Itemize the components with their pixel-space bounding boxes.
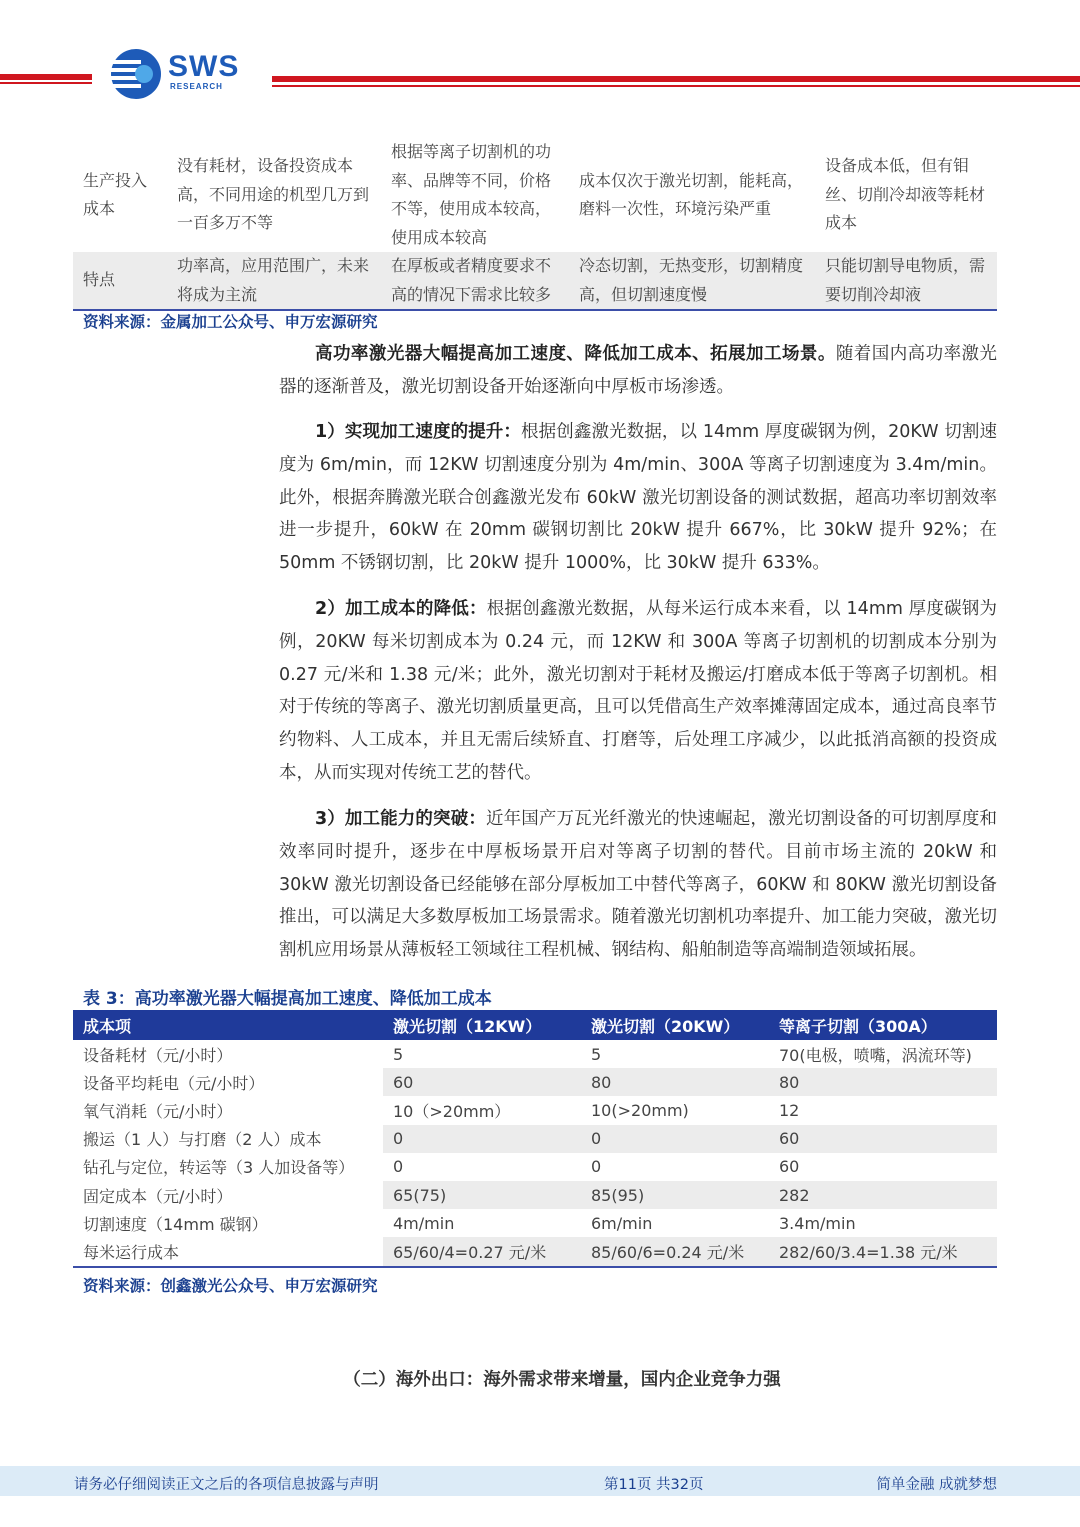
table-cell: 3.4m/min — [779, 1213, 856, 1233]
table-cell: 60 — [383, 1068, 581, 1096]
table-cell: 80 — [769, 1068, 997, 1096]
speed-text: 根据创鑫激光数据，以 14mm 厚度碳钢为例，20KW 切割速度为 6m/min，而 12KW 切割速度分别为 4m/min、300A 等离子切割速度为 3.4m/min。此外，根据奔腾激光联合创鑫激光发布 60kW 激光切割设备的测试数据，超高功率切割效率进一步提升，60kW 在 20mm 碳钢切割比 20kW 提升 667%，比 30kW 提升 92%；在 50mm 不锈钢切割，比 20kW 提升 1000%，比 30kW 提升 633%。 — [279, 422, 997, 574]
row-label: 搬运（1 人）与打磨（2 人）成本 — [83, 1130, 322, 1150]
table-cell: 282 — [769, 1181, 997, 1209]
table-header-row — [73, 1010, 997, 1040]
brand-name: SWS — [168, 50, 240, 83]
table-row — [73, 138, 997, 252]
table-cell: 0 — [383, 1125, 581, 1153]
table-cell: 65/60/4=0.27 元/米 — [383, 1237, 581, 1266]
comparison-table — [73, 138, 997, 311]
sws-logo — [108, 46, 258, 102]
brand-subtitle: RESEARCH — [170, 82, 223, 91]
table-source-note: 资料来源：金属加工公众号、申万宏源研究 — [83, 313, 378, 331]
table-row — [73, 1181, 997, 1209]
row-label: 设备耗材（元/小时） — [83, 1045, 233, 1065]
table-cell: 282/60/3.4=1.38 元/米 — [769, 1237, 997, 1266]
column-header: 激光切割（20KW） — [581, 1010, 769, 1040]
table-row — [73, 1068, 997, 1096]
row-label: 生产投入成本 — [83, 170, 148, 218]
column-header: 等离子切割（300A） — [769, 1010, 997, 1040]
row-label: 切割速度（14mm 碳钢） — [83, 1214, 268, 1234]
table-cell: 只能切割导电物质，需要切削冷却液 — [815, 252, 997, 310]
table-cell: 在厚板或者精度要求不高的情况下需求比较多 — [381, 252, 569, 310]
footer-slogan: 简单金融 成就梦想 — [876, 1477, 997, 1493]
table-cell: 没有耗材，设备投资成本高，不同用途的机型几万到一百多万不等 — [177, 156, 370, 233]
header-rule-left — [0, 74, 92, 80]
header-rule-right-thin — [272, 85, 1080, 87]
table-title: 表 3：高功率激光器大幅提高加工速度、降低加工成本 — [83, 989, 492, 1009]
table-cell: 65(75) — [383, 1181, 581, 1209]
row-label: 设备平均耗电（元/小时） — [83, 1073, 265, 1093]
column-header: 成本项 — [73, 1010, 383, 1040]
speed-lead: 1）实现加工速度的提升： — [315, 422, 522, 442]
table-source-note: 资料来源：创鑫激光公众号、申万宏源研究 — [83, 1277, 378, 1295]
table-cell: 10（>20mm） — [393, 1101, 511, 1121]
table-cell: 6m/min — [591, 1213, 653, 1233]
table-row — [73, 1096, 997, 1124]
table-cell: 4m/min — [393, 1213, 455, 1233]
table-row — [73, 252, 997, 310]
table-cell: 70(电极，喷嘴，涡流环等) — [779, 1045, 972, 1065]
table-row — [73, 1209, 997, 1237]
paragraph-speed — [279, 416, 997, 580]
page-number: 第11页 共32页 — [604, 1477, 704, 1493]
table-cell: 设备成本低，但有钼丝、切削冷却液等耗材成本 — [825, 156, 986, 233]
table-cell: 根据等离子切割机的功率、品牌等不同，价格不等，使用成本较高，使用成本较高 — [391, 142, 552, 247]
intro-lead: 高功率激光器大幅提高加工速度、降低加工成本、拓展加工场景。 — [315, 344, 836, 364]
row-label: 氧气消耗（元/小时） — [83, 1101, 233, 1121]
table-cell: 功率高，应用范围广，未来将成为主流 — [167, 252, 381, 310]
table-cell: 冷态切割，无热变形，切割精度高，但切割速度慢 — [569, 252, 815, 310]
capability-lead: 3）加工能力的突破： — [315, 809, 486, 829]
table-row — [73, 1237, 997, 1266]
header-rule-left-thin — [0, 82, 92, 84]
table-cell: 5 — [393, 1044, 404, 1064]
footer-disclaimer: 请务必仔细阅读正文之后的各项信息披露与声明 — [74, 1477, 379, 1493]
table-cell: 80 — [581, 1068, 769, 1096]
row-label: 每米运行成本 — [73, 1237, 383, 1266]
globe-icon — [108, 46, 164, 102]
table-cell: 85(95) — [581, 1181, 769, 1209]
header-rule-right — [272, 76, 1080, 82]
cost-table — [73, 1010, 997, 1268]
table-cell: 12 — [779, 1100, 800, 1120]
row-label: 固定成本（元/小时） — [83, 1186, 233, 1206]
section-heading: （二）海外出口：海外需求带来增量，国内企业竞争力强 — [343, 1370, 781, 1390]
table-cell: 60 — [769, 1125, 997, 1153]
row-label: 特点 — [73, 252, 167, 310]
table-cell: 0 — [581, 1125, 769, 1153]
table-cell: 5 — [591, 1044, 602, 1064]
paragraph-capability — [279, 803, 997, 967]
table-row — [73, 1153, 997, 1181]
row-label: 钻孔与定位，转运等（3 人加设备等） — [83, 1158, 355, 1178]
paragraph-cost — [279, 593, 997, 790]
page-footer — [0, 1466, 1080, 1496]
cost-lead: 2）加工成本的降低： — [315, 599, 487, 619]
capability-text: 近年国产万瓦光纤激光的快速崛起，激光切割设备的可切割厚度和效率同时提升，逐步在中厚板场景开启对等离子切割的替代。目前市场主流的 20kW 和 30kW 激光切割设备已经能够在部分厚板加工中替代等离子，60KW 和 80KW 激光切割设备推出，可以满足大多数厚板加工场景需求。随着激光切割机功率提升、加工能力突破，激光切割机应用场景从薄板轻工领域往工程机械、钢结构、船舶制造等高端制造领域拓展。 — [279, 809, 997, 961]
table-row — [73, 1040, 997, 1068]
table-cell: 0 — [591, 1157, 602, 1177]
table-cell: 10(>20mm) — [591, 1100, 689, 1120]
table-cell: 成本仅次于激光切割，能耗高，磨料一次性，环境污染严重 — [579, 170, 804, 218]
table-cell: 85/60/6=0.24 元/米 — [581, 1237, 769, 1266]
table-cell: 0 — [393, 1157, 404, 1177]
column-header: 激光切割（12KW） — [383, 1010, 581, 1040]
table-cell: 60 — [779, 1157, 800, 1177]
cost-text: 根据创鑫激光数据，从每米运行成本来看，以 14mm 厚度碳钢为例，20KW 每米切割成本为 0.24 元，而 12KW 和 300A 等离子切割机的切割成本分别为 0.27 元/米和 1.38 元/米；此外，激光切割对于耗材及搬运/打磨成本低于等离子切割机。相对于传统的等离子、激光切割质量更高，且可以凭借高生产效率摊薄固定成本，通过高良率节约物料、人工成本，并且无需后续矫直、打磨等，后处理工序减少，以此抵消高额的投资成本，从而实现对传统工艺的替代。 — [279, 599, 997, 783]
intro-text: 随着国内高功率激光器的逐渐普及，激光切割设备开始逐渐向中厚板市场渗透。 — [279, 344, 998, 397]
table-row — [73, 1125, 997, 1153]
intro-paragraph — [279, 338, 997, 404]
